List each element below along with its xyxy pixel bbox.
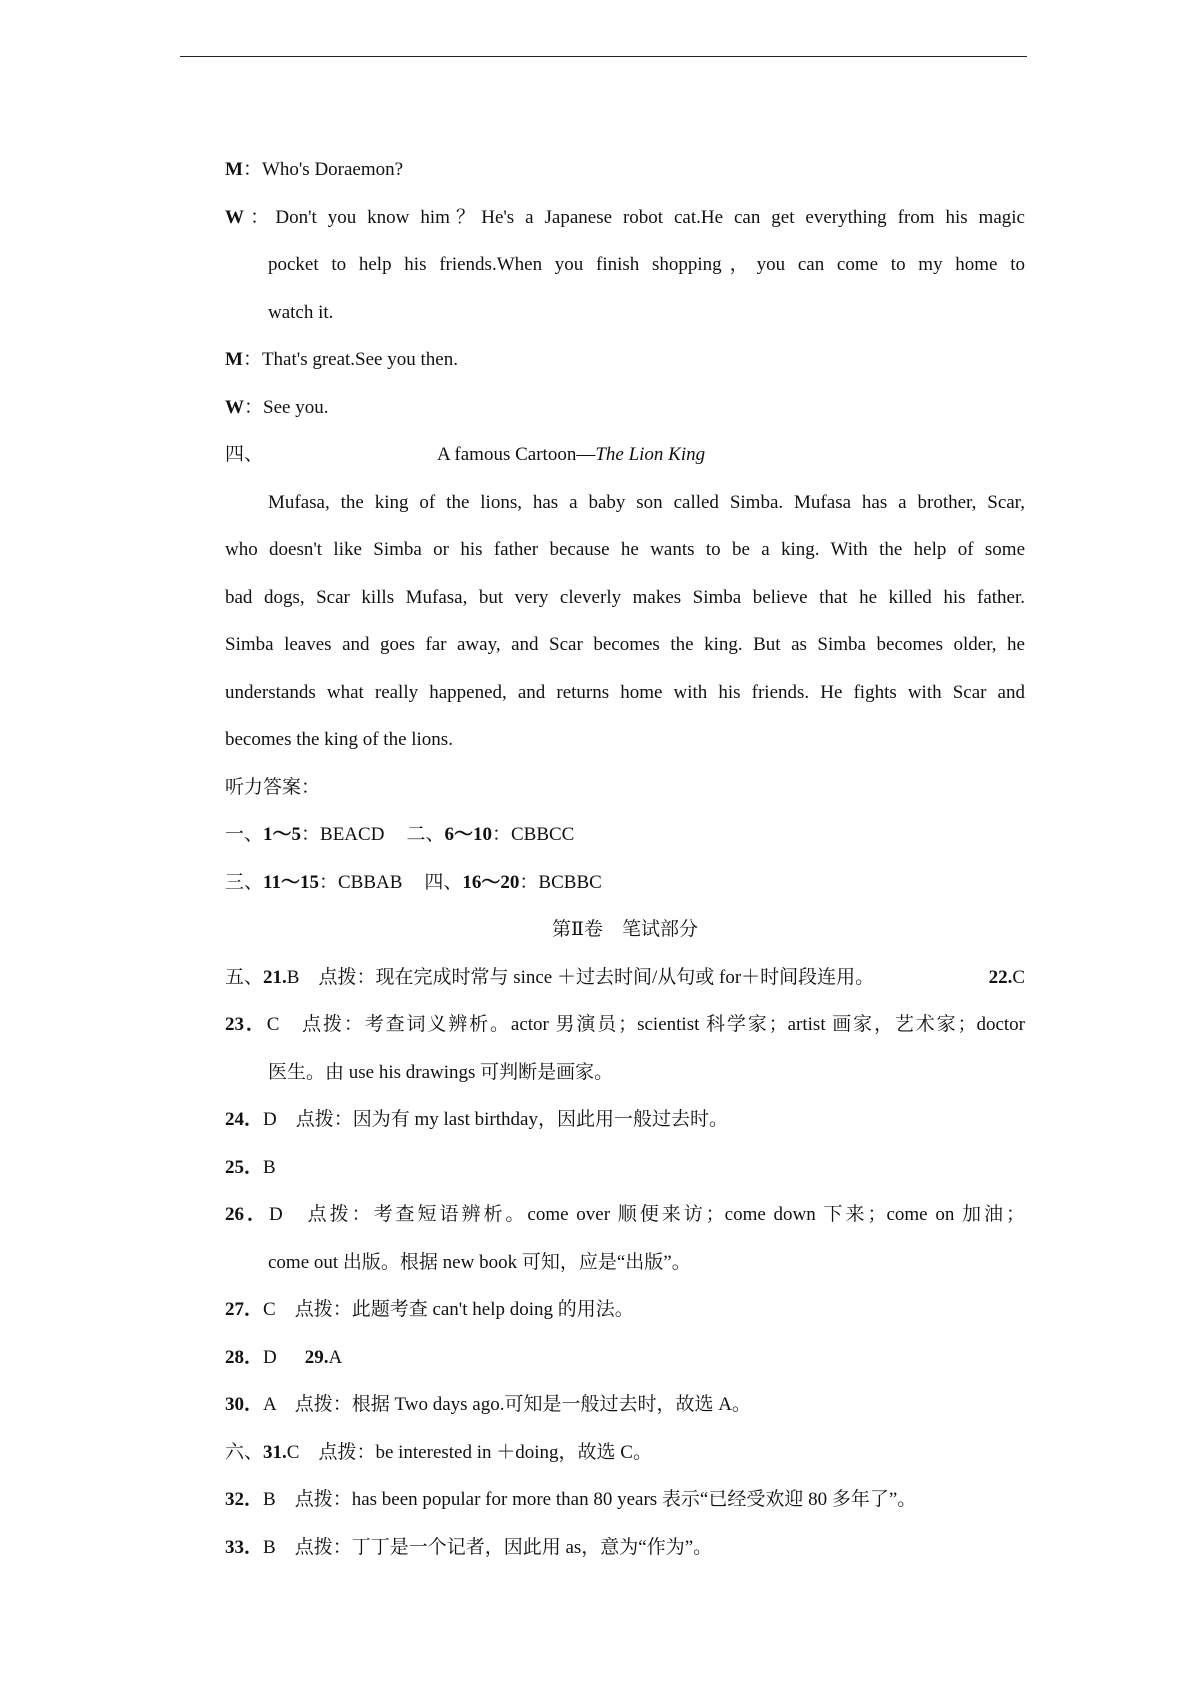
listening-heading: 听力答案： — [225, 776, 321, 798]
dialogue-line: W：See you. — [225, 396, 329, 418]
answer-item: 32．B 点拨：has been popular for more than 80 years 表示“已经受欢迎 80 多年了”。 — [225, 1489, 917, 1510]
paragraph-line: Mufasa, the king of the lions, has a baby son called Simba. Mufasa has a brother, Scar, — [268, 491, 1025, 513]
answer-item: 五、21.B 点拨：现在完成时常与 since ＋过去时间/从句或 for＋时间段连用。 22.C — [225, 966, 1025, 988]
answer-item: 25．B — [225, 1156, 276, 1178]
answer-item: 33．B 点拨：丁丁是一个记者，因此用 as，意为“作为”。 — [225, 1536, 713, 1558]
answer-item: 24．D 点拨：因为有 my last birthday，因此用一般过去时。 — [225, 1109, 728, 1130]
listening-answers-row: 一、1～5：BEACD 二、6～10：CBBCC — [225, 824, 575, 845]
section-title-row — [225, 431, 1025, 479]
section-number: 四、 — [225, 444, 264, 465]
answer-item: 30．A 点拨：根据 Two days ago.可知是一般过去时，故选 A。 — [225, 1394, 751, 1415]
part-heading: 第Ⅱ卷 笔试部分 — [552, 919, 698, 940]
dialogue-line: watch it. — [268, 301, 334, 323]
dialogue-line: M：That's great.See you then. — [225, 349, 458, 370]
dialogue-line: W：Don't you know him？He's a Japanese robot cat.He can get everything from his magic — [225, 206, 1025, 228]
header-rule — [180, 56, 1027, 57]
dialogue-line: pocket to help his friends.When you finish shopping，you can come to my home to — [268, 254, 1025, 275]
answer-item: 28．D 29.A — [225, 1346, 343, 1368]
paragraph-line: understands what really happened, and returns home with his friends. He fights with Scar and — [225, 681, 1025, 703]
paragraph-line: becomes the king of the lions. — [225, 729, 453, 750]
answer-item: 23．C 点拨：考查词义辨析。actor 男演员；scientist 科学家；artist 画家，艺术家；doctor — [225, 1014, 1025, 1035]
paragraph-line: bad dogs, Scar kills Mufasa, but very cleverly makes Simba believe that he killed his father. — [225, 586, 1025, 608]
listening-answers-row: 三、11～15：CBBAB 四、16～20：BCBBC — [225, 871, 602, 893]
answer-item-continued: come out 出版。根据 new book 可知，应是“出版”。 — [268, 1251, 691, 1273]
section-title: A famous Cartoon—The Lion King — [437, 444, 706, 465]
answer-item-continued: 医生。由 use his drawings 可判断是画家。 — [268, 1061, 614, 1083]
answer-item: 26．D 点拨：考查短语辨析。come over 顺便来访；come down 下来；come on 加油； — [225, 1204, 1025, 1225]
answer-item: 27．C 点拨：此题考查 can't help doing 的用法。 — [225, 1299, 634, 1320]
paragraph-line: Simba leaves and goes far away, and Scar becomes the king. But as Simba becomes older, he — [225, 634, 1025, 655]
answer-item: 六、31.C 点拨：be interested in ＋doing，故选 C。 — [225, 1441, 652, 1463]
dialogue-line: M：Who's Doraemon? — [225, 159, 404, 180]
document-body — [225, 146, 1025, 1571]
paragraph-line: who doesn't like Simba or his father because he wants to be a king. With the help of some — [225, 539, 1025, 560]
